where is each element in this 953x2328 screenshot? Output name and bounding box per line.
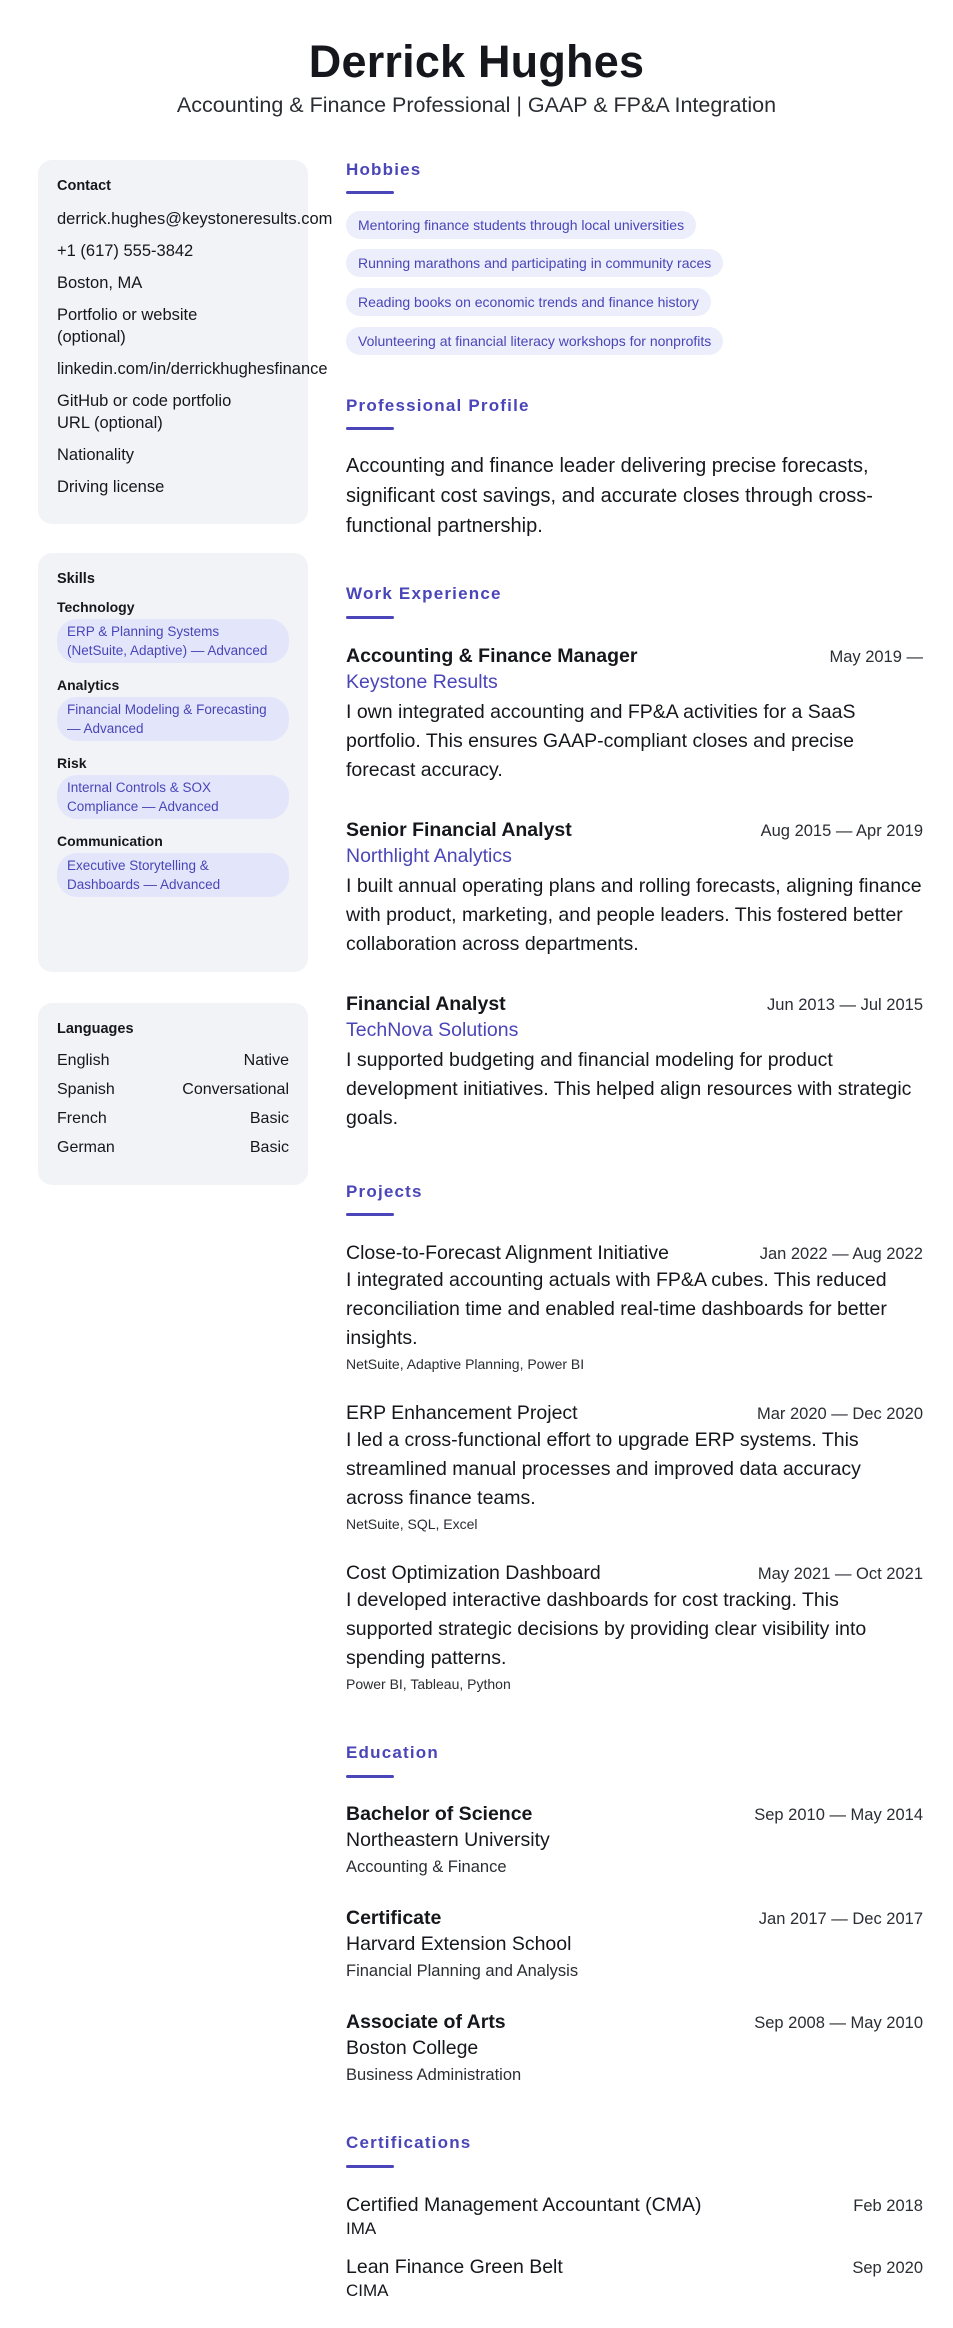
skill-pill: Financial Modeling & Forecasting — Advanced — [57, 697, 289, 741]
job-description: I built annual operating plans and rolling forecasts, aligning finance with product, marketing, and people leaders. This fostered better collaboration across departments. — [346, 875, 922, 955]
candidate-name: Derrick Hughes — [308, 36, 645, 87]
contact-github[interactable]: GitHub or code portfolio URL (optional) — [57, 392, 232, 432]
project-description: I led a cross-functional effort to upgrade ERP systems. This streamlined manual processes and improved data accuracy across finance teams. — [346, 1429, 861, 1509]
language-name: German — [57, 1139, 115, 1156]
project-dates: Mar 2020 — Dec 2020 — [756, 1405, 923, 1423]
degree-name: Associate of Arts — [346, 2011, 506, 2033]
education-dates: Jan 2017 — Dec 2017 — [758, 1910, 923, 1928]
degree-name: Bachelor of Science — [346, 1803, 533, 1825]
project-description: I developed interactive dashboards for cost tracking. This supported strategic decisions by providing clear visibility into spending patterns. — [346, 1589, 867, 1669]
project-description: I integrated accounting actuals with FP&A cubes. This reduced reconciliation time and enabled real-time dashboards for better insights. — [346, 1269, 887, 1349]
profile-summary: Accounting and finance leader delivering precise forecasts, significant cost savings, and accurate closes through cross-functional partnership. — [346, 455, 873, 537]
section-divider — [346, 616, 394, 619]
certification-issuer: IMA — [346, 2219, 377, 2238]
field-of-study: Financial Planning and Analysis — [346, 1962, 579, 1980]
job-title: Financial Analyst — [346, 993, 506, 1015]
job-dates: May 2019 — — [829, 648, 923, 666]
contact-driving-license: Driving license — [57, 478, 165, 496]
contact-nationality: Nationality — [57, 446, 135, 464]
project-dates: Jan 2022 — Aug 2022 — [759, 1245, 923, 1263]
project-entry — [346, 1400, 923, 1534]
education-entry — [346, 2009, 923, 2086]
hobby-pill: Volunteering at financial literacy workshops for nonprofits — [346, 327, 723, 355]
skill-pill: Executive Storytelling & Dashboards — Advanced — [57, 853, 289, 897]
certification-name: Lean Finance Green Belt — [346, 2256, 563, 2278]
contact-email[interactable]: derrick.hughes@keystoneresults.com — [57, 210, 333, 228]
contact-linkedin[interactable]: linkedin.com/in/derrickhughesfinance — [57, 360, 328, 378]
contact-phone[interactable]: +1 (617) 555-3842 — [57, 242, 194, 260]
language-row — [57, 1109, 289, 1129]
language-row — [57, 1051, 289, 1071]
project-entry — [346, 1240, 923, 1374]
section-divider — [346, 2165, 394, 2168]
skill-category: Risk — [57, 755, 87, 771]
experience-entry — [346, 817, 923, 959]
job-description: I supported budgeting and financial modeling for product development initiatives. This helped align resources with strategic goals. — [346, 1049, 912, 1129]
experience-title: Work Experience — [346, 584, 502, 603]
education-dates: Sep 2008 — May 2010 — [754, 2014, 923, 2032]
section-divider — [346, 427, 394, 430]
certification-entry — [346, 2192, 923, 2240]
project-name: Close-to-Forecast Alignment Initiative — [346, 1242, 669, 1264]
certifications-title: Certifications — [346, 2133, 472, 2152]
project-entry — [346, 1560, 923, 1694]
field-of-study: Accounting & Finance — [346, 1858, 507, 1876]
language-row — [57, 1080, 289, 1100]
section-divider — [346, 191, 394, 194]
languages-title: Languages — [57, 1021, 134, 1037]
education-entry — [346, 1801, 923, 1878]
hobbies-title: Hobbies — [346, 160, 422, 179]
language-level: Basic — [249, 1139, 289, 1156]
school-name: Boston College — [346, 2037, 479, 2059]
profile-title: Professional Profile — [346, 396, 530, 415]
contact-card — [38, 160, 333, 524]
section-divider — [346, 1775, 394, 1778]
job-dates: Jun 2013 — Jul 2015 — [767, 996, 923, 1014]
project-tech: NetSuite, SQL, Excel — [346, 1516, 478, 1532]
field-of-study: Business Administration — [346, 2066, 522, 2084]
language-name: English — [57, 1052, 110, 1069]
company-name: TechNova Solutions — [346, 1019, 519, 1041]
company-name: Northlight Analytics — [346, 845, 512, 867]
contact-portfolio[interactable]: Portfolio or website (optional) — [57, 306, 198, 346]
language-level: Conversational — [182, 1081, 289, 1098]
project-tech: Power BI, Tableau, Python — [346, 1676, 511, 1692]
job-description: I own integrated accounting and FP&A activities for a SaaS portfolio. This ensures GAAP-compliant closes and precise forecast accuracy. — [346, 701, 856, 781]
degree-name: Certificate — [346, 1907, 442, 1929]
school-name: Harvard Extension School — [346, 1933, 572, 1955]
contact-title: Contact — [57, 178, 111, 194]
hobby-pill: Running marathons and participating in community races — [346, 249, 723, 277]
education-title: Education — [346, 1743, 439, 1762]
education-dates: Sep 2010 — May 2014 — [754, 1806, 923, 1824]
project-name: ERP Enhancement Project — [346, 1402, 578, 1424]
languages-card — [38, 1003, 308, 1185]
language-level: Native — [243, 1052, 289, 1069]
skill-category: Analytics — [57, 677, 120, 693]
education-entry — [346, 1905, 923, 1982]
school-name: Northeastern University — [346, 1829, 550, 1851]
language-name: French — [57, 1110, 107, 1127]
language-name: Spanish — [57, 1081, 115, 1098]
skills-title: Skills — [57, 571, 95, 587]
section-divider — [346, 1213, 394, 1216]
certification-issuer: CIMA — [346, 2281, 389, 2300]
job-title: Senior Financial Analyst — [346, 819, 572, 841]
job-title: Accounting & Finance Manager — [346, 645, 638, 667]
certification-date: Feb 2018 — [853, 2197, 923, 2215]
project-name: Cost Optimization Dashboard — [346, 1562, 601, 1584]
certification-date: Sep 2020 — [852, 2259, 923, 2277]
company-name: Keystone Results — [346, 671, 498, 693]
language-row — [57, 1138, 289, 1158]
experience-entry — [346, 643, 923, 785]
resume-header — [0, 34, 953, 120]
hobby-pill: Reading books on economic trends and finance history — [346, 288, 711, 316]
headline: Accounting & Finance Professional | GAAP & FP&A Integration — [176, 93, 777, 117]
hobby-pill: Mentoring finance students through local universities — [346, 211, 696, 239]
certification-entry — [346, 2254, 923, 2302]
skill-category: Technology — [57, 599, 135, 615]
experience-entry — [346, 991, 923, 1133]
contact-location: Boston, MA — [57, 274, 143, 292]
skill-pill: Internal Controls & SOX Compliance — Advanced — [57, 775, 289, 819]
projects-title: Projects — [346, 1182, 423, 1201]
job-dates: Aug 2015 — Apr 2019 — [760, 822, 923, 840]
certification-name: Certified Management Accountant (CMA) — [346, 2194, 702, 2216]
language-level: Basic — [249, 1110, 289, 1127]
project-dates: May 2021 — Oct 2021 — [757, 1565, 923, 1583]
skills-card — [38, 553, 308, 972]
skill-pill: ERP & Planning Systems (NetSuite, Adaptive) — Advanced — [57, 619, 289, 663]
skill-category: Communication — [57, 833, 163, 849]
project-tech: NetSuite, Adaptive Planning, Power BI — [346, 1356, 585, 1372]
